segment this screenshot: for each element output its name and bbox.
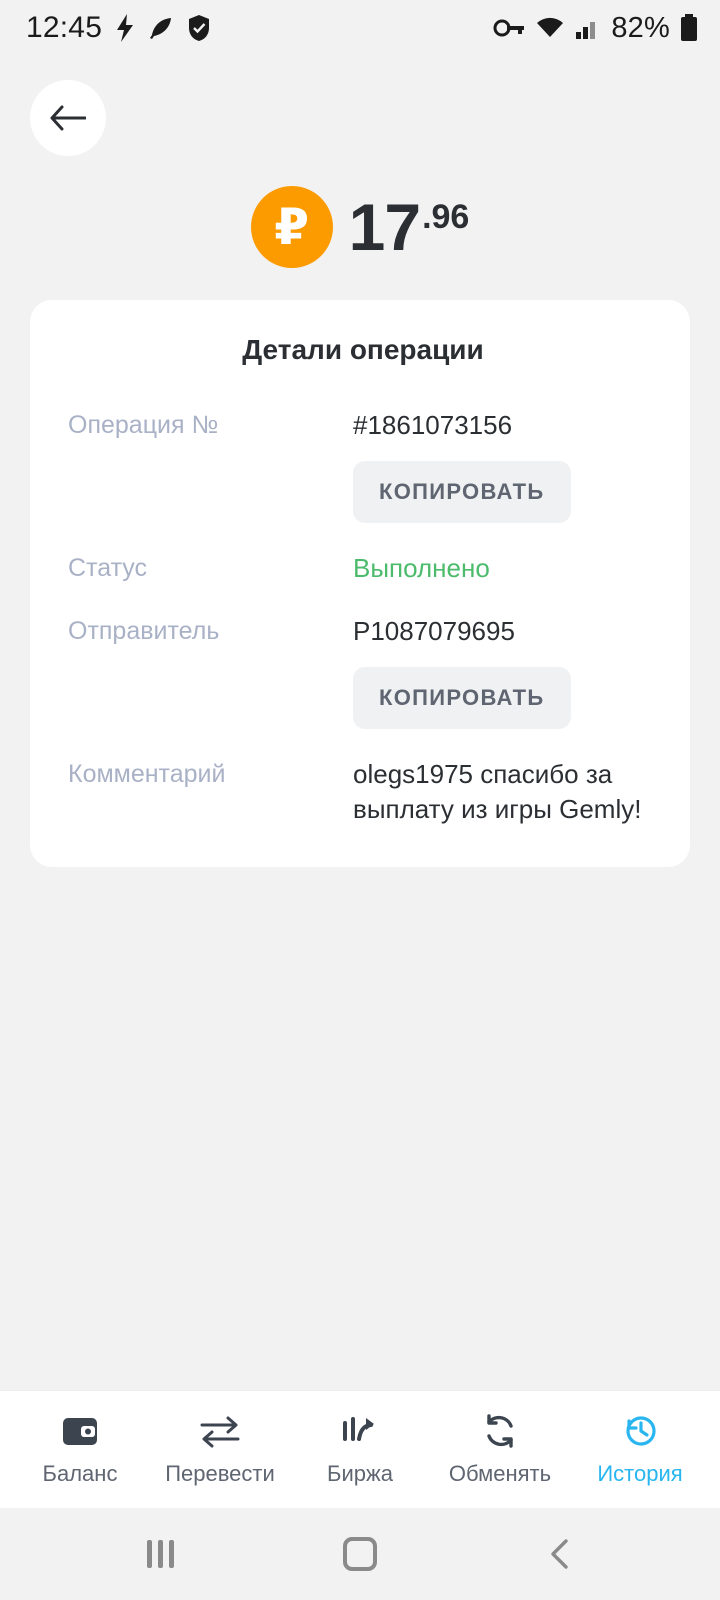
nav-label-transfer: Перевести (165, 1460, 275, 1486)
wifi-icon (535, 16, 565, 40)
balance-integer: 17 (348, 189, 421, 264)
operation-details-card (30, 300, 690, 867)
detail-value: #1861073156 (353, 410, 513, 440)
detail-label: Операция № (68, 411, 219, 439)
status-bar-left (26, 11, 211, 45)
content-spacer (0, 867, 720, 1390)
nav-item-history[interactable] (575, 1413, 705, 1487)
ruble-coin-icon: ₽ (251, 186, 333, 268)
detail-value-wrap (353, 408, 658, 523)
detail-row-comment (68, 757, 658, 827)
detail-row-status (68, 551, 658, 586)
nav-item-exchange-market[interactable] (295, 1413, 425, 1487)
home-icon[interactable] (325, 1519, 395, 1589)
battery-percent: 82% (611, 11, 670, 44)
vpn-key-icon (493, 18, 525, 38)
feather-icon (148, 15, 174, 41)
exchange-chart-icon (338, 1413, 382, 1449)
nav-label-exchange-market: Биржа (327, 1460, 393, 1486)
detail-value: P1087079695 (353, 616, 515, 647)
card-title: Детали операции (242, 334, 484, 365)
flash-icon (115, 14, 135, 42)
balance-display (0, 186, 720, 268)
back-icon[interactable] (525, 1519, 595, 1589)
header (0, 56, 720, 156)
shield-icon (187, 14, 211, 42)
recents-icon[interactable] (125, 1519, 195, 1589)
signal-icon (575, 16, 601, 40)
nav-label-history: История (597, 1460, 683, 1486)
nav-item-transfer[interactable] (155, 1413, 285, 1487)
back-button[interactable] (30, 80, 106, 156)
nav-label-swap: Обменять (448, 1460, 552, 1486)
detail-value-wrap (353, 614, 658, 729)
status-bar (0, 0, 720, 56)
balance-amount (348, 189, 470, 264)
history-clock-icon (620, 1413, 660, 1449)
detail-label: Статус (68, 554, 148, 583)
detail-label: Комментарий (68, 760, 226, 789)
status-bar-right (493, 12, 698, 45)
arrow-left-icon (50, 105, 86, 131)
battery-icon (680, 14, 698, 42)
transfer-arrows-icon (198, 1413, 242, 1449)
status-badge: Выполнено (353, 553, 490, 584)
swap-icon (480, 1413, 520, 1449)
system-navigation-bar (0, 1508, 720, 1600)
status-time: 12:45 (26, 11, 103, 44)
nav-label-balance: Баланс (42, 1460, 118, 1486)
balance-fraction: .96 (422, 197, 470, 236)
nav-item-swap[interactable] (435, 1413, 565, 1487)
copy-sender-button[interactable]: КОПИРОВАТЬ (353, 667, 571, 729)
detail-value: olegs1975 спасибо за выплату из игры Gemly! (353, 759, 642, 825)
nav-item-balance[interactable] (15, 1413, 145, 1487)
wallet-icon (60, 1413, 100, 1449)
detail-row-operation-number (68, 408, 658, 523)
bottom-navigation (0, 1390, 720, 1508)
detail-label: Отправитель (68, 617, 220, 646)
copy-operation-number-button[interactable]: КОПИРОВАТЬ (353, 461, 571, 523)
detail-row-sender (68, 614, 658, 729)
